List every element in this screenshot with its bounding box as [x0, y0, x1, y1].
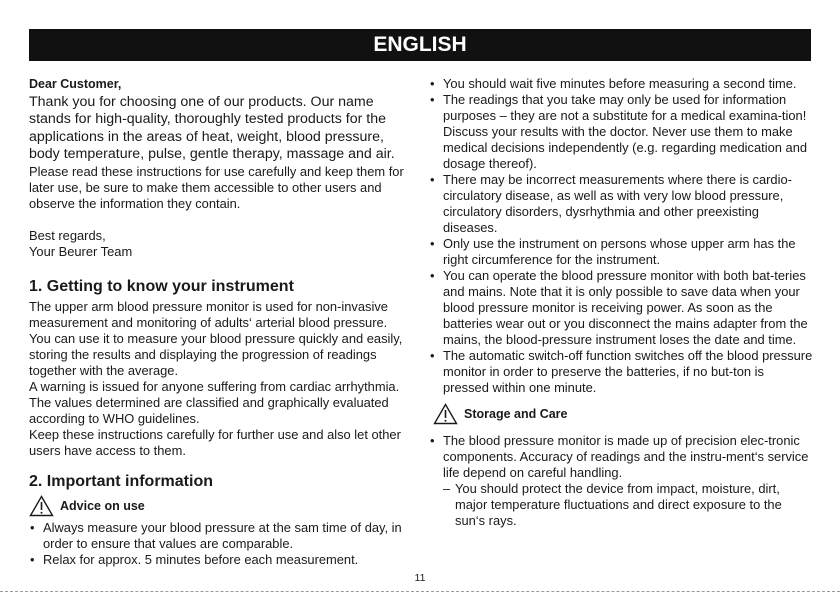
- storage-heading: [433, 403, 813, 425]
- storage-heading-label: Storage and Care: [464, 407, 568, 421]
- language-header: [29, 29, 811, 61]
- advice-list-continued: [429, 76, 813, 396]
- regards-line: Best regards,: [29, 227, 106, 243]
- page-number: 11: [414, 572, 426, 584]
- advice-heading: [29, 495, 409, 517]
- right-column: [429, 76, 813, 529]
- list-item: • Only use the instrument on persons whose upper arm has the right circumference for the instrument.: [429, 236, 813, 268]
- list-item: • You should wait five minutes before measuring a second time.: [429, 76, 813, 92]
- list-item: • There may be incorrect measurements where there is cardio-circulatory disease, as well as with very low blood pressure, circulatory disorders, dysrhythmia and other preexisting diseases.: [429, 172, 813, 236]
- list-item: • The automatic switch-off function switches off the blood pressure monitor in order to preserve the batteries, if no but-ton is pressed within one minute.: [429, 348, 813, 396]
- section-2-heading: 2. Important information: [29, 472, 213, 490]
- storage-sub-item: [429, 481, 813, 529]
- advice-heading-label: Advice on use: [60, 498, 145, 513]
- left-column: [29, 76, 409, 568]
- section-1-heading: 1. Getting to know your instrument: [29, 277, 294, 295]
- section-1-paragraph-1: The upper arm blood pressure monitor is used for non-invasive measurement and monitoring of adults‘ arterial blood pressure. You can use it to measure your blood pressure quickly and easily, storing the results and displaying the progression of readings together with the average.: [29, 298, 403, 378]
- greeting: Dear Customer,: [29, 77, 122, 91]
- section-1-paragraph-3: Keep these instructions carefully for further use and also let other users have access to them.: [29, 426, 401, 458]
- list-item: • You can operate the blood pressure monitor with both bat-teries and mains. Note that it is only possible to save data when your blood pressure monitor is receiving power. As soon as the batteries wear out or you disconnect the mains adapter from the mains, the blood-pressure instrument loses the date and time.: [429, 268, 813, 348]
- instructions-paragraph: Please read these instructions for use carefully and keep them for later use, be sure to make them accessible to other users and observe the information they contain.: [29, 163, 404, 211]
- language-title: ENGLISH: [373, 33, 467, 56]
- advice-list: [29, 520, 409, 568]
- team-line: Your Beurer Team: [29, 243, 133, 259]
- list-item: • Always measure your blood pressure at the sam time of day, in order to ensure that values are comparable.: [29, 520, 409, 552]
- list-item: • The readings that you take may only be used for information purposes – they are not a substitute for a medical examina-tion! Discuss your results with the doctor. Never use them to make medical decisions independently (e.g. regarding medication and dosage thereof).: [429, 92, 813, 172]
- page-divider: [0, 591, 840, 592]
- storage-sub-text: You should protect the device from impact, moisture, dirt, major temperature fluctuations and direct exposure to the sun‘s rays.: [455, 481, 782, 528]
- section-1-paragraph-2: A warning is issued for anyone suffering from cardiac arrhythmia. The values determined are classified and graphically evaluated according to WHO guidelines.: [29, 378, 400, 426]
- list-item: • Relax for approx. 5 minutes before each measurement.: [29, 552, 409, 568]
- dash-mark: –: [443, 481, 451, 496]
- warning-icon: [433, 403, 458, 425]
- warning-icon: [29, 495, 54, 517]
- storage-list: [429, 433, 813, 481]
- list-item: • The blood pressure monitor is made up of precision elec-tronic components. Accuracy of readings and the instru-ment‘s service life depend on careful handling.: [429, 433, 813, 481]
- intro-paragraph: Thank you for choosing one of our products. Our name stands for high-quality, thoroughly tested products for the applications in the areas of heat, weight, blood pressure, body temperature, pulse, gentle therapy, massage and air.: [29, 94, 395, 163]
